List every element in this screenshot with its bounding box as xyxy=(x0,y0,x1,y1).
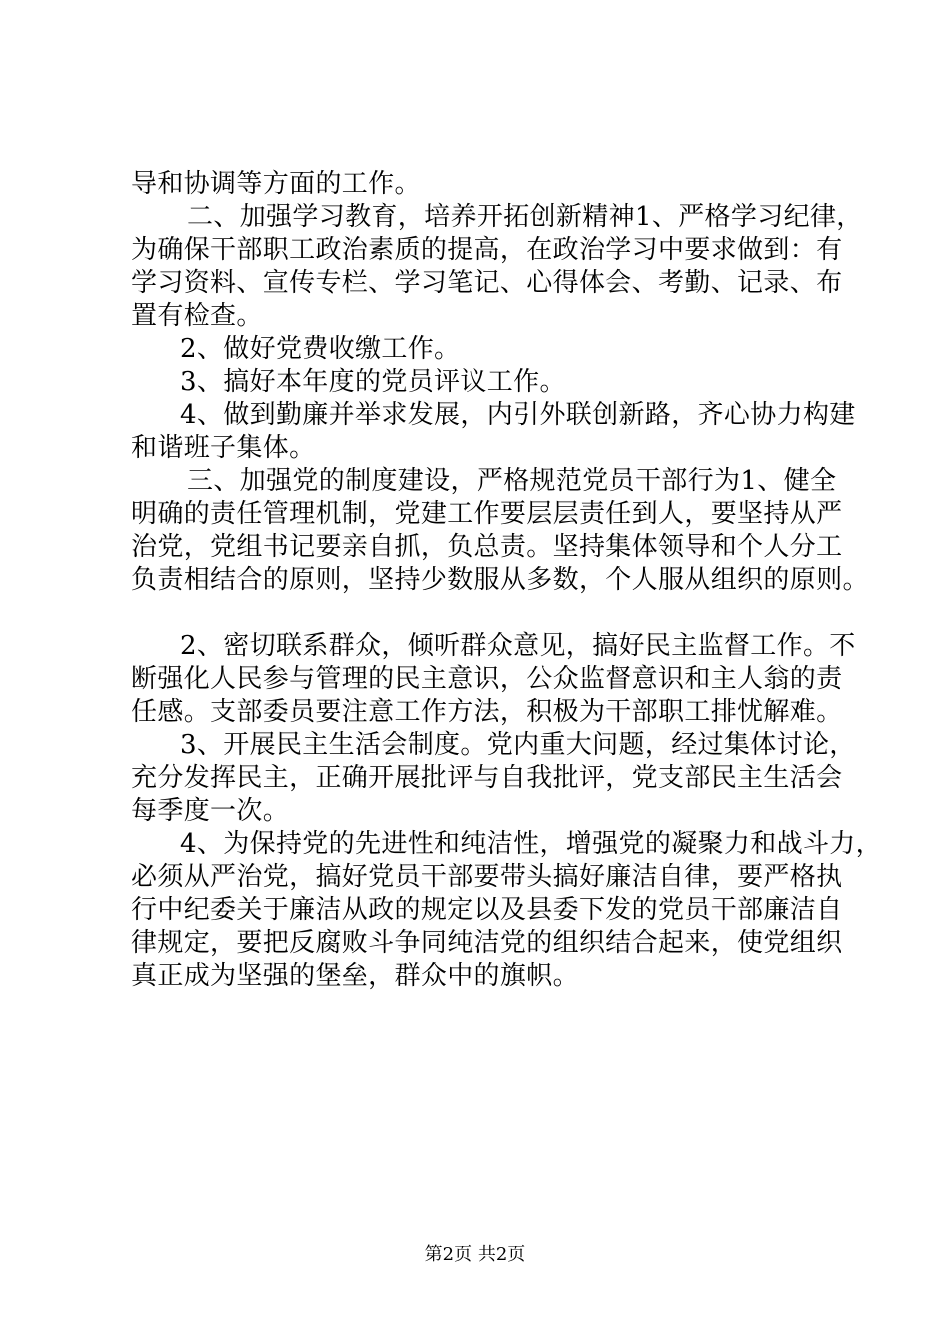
paragraph-line: 置有检查。 xyxy=(131,301,263,331)
paragraph-line: 学习资料、宣传专栏、学习笔记、心得体会、考勤、记录、布 xyxy=(131,268,843,298)
paragraph-line: 每季度一次。 xyxy=(131,796,290,826)
list-item: 2、做好党费收缴工作。 xyxy=(180,334,461,364)
list-item: 3、搞好本年度的党员评议工作。 xyxy=(180,367,566,397)
paragraph-line: 充分发挥民主，正确开展批评与自我批评，党支部民主生活会 xyxy=(131,763,843,793)
paragraph-line: 和谐班子集体。 xyxy=(131,433,316,463)
paragraph-line: 任感。支部委员要注意工作方法，积极为干部职工排忧解难。 xyxy=(131,697,843,727)
paragraph-line: 导和协调等方面的工作。 xyxy=(131,169,421,199)
paragraph-line: 断强化人民参与管理的民主意识，公众监督意识和主人翁的责 xyxy=(131,664,843,694)
section-heading-2: 二、加强学习教育，培养开拓创新精神1、严格学习纪律， xyxy=(187,202,863,232)
list-item: 3、开展民主生活会制度。党内重大问题，经过集体讨论， xyxy=(180,730,856,760)
list-item: 2、密切联系群众，倾听群众意见，搞好民主监督工作。不 xyxy=(180,631,856,661)
paragraph-line: 负责相结合的原则，坚持少数服从多数，个人服从组织的原则。 xyxy=(131,565,869,595)
paragraph-line: 明确的责任管理机制，党建工作要层层责任到人，要坚持从严 xyxy=(131,499,843,529)
paragraph-gap xyxy=(131,597,831,630)
paragraph-line: 律规定，要把反腐败斗争同纯洁党的组织结合起来，使党组织 xyxy=(131,928,843,958)
page-number: 第2页 共2页 xyxy=(424,1244,526,1265)
paragraph-line: 行中纪委关于廉洁从政的规定以及县委下发的党员干部廉洁自 xyxy=(131,895,843,925)
paragraph-line: 必须从严治党，搞好党员干部要带头搞好廉洁自律，要严格执 xyxy=(131,862,843,892)
section-heading-3: 三、加强党的制度建设，严格规范党员干部行为1、健全 xyxy=(187,466,837,496)
list-item: 4、为保持党的先进性和纯洁性，增强党的凝聚力和战斗力， xyxy=(180,829,882,859)
paragraph-line: 为确保干部职工政治素质的提高，在政治学习中要求做到：有 xyxy=(131,235,843,265)
list-item: 4、做到勤廉并举求发展，内引外联创新路，齐心协力构建 xyxy=(180,400,856,430)
document-body xyxy=(131,168,882,993)
paragraph-line: 治党，党组书记要亲自抓，负总责。坚持集体领导和个人分工 xyxy=(131,532,843,562)
paragraph-line: 真正成为坚强的堡垒，群众中的旗帜。 xyxy=(131,961,579,991)
